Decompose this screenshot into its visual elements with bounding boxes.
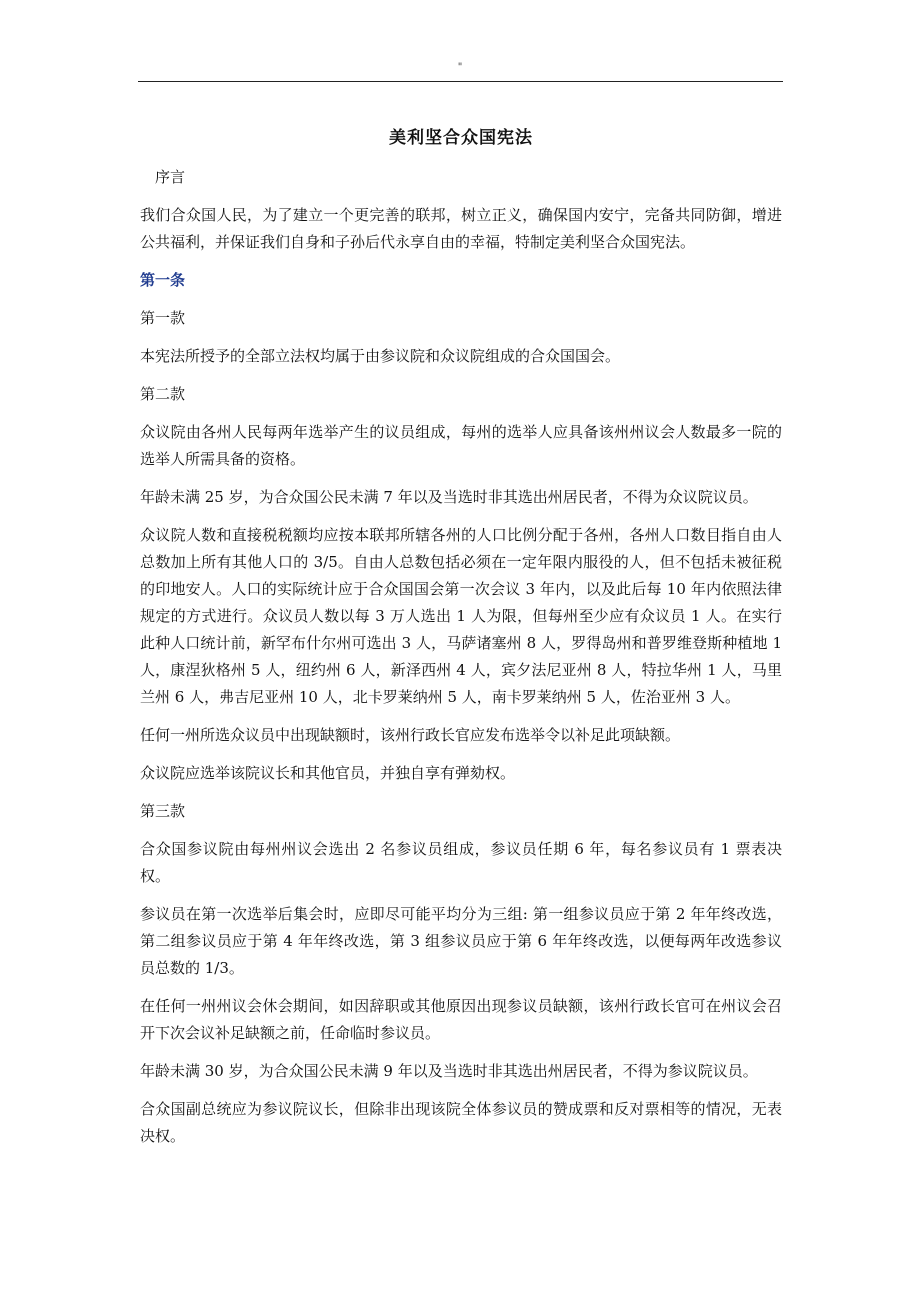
section-3-paragraph: 参议员在第一次选举后集会时，应即尽可能平均分为三组: 第一组参议员应于第 2 年年终改选，第二组参议员应于第 4 年年终改选，第 3 组参议员应于第 6 年年终改选，以便每两年改选参议员总数的 1/3。 (140, 905, 782, 977)
section-2-paragraph: 众议院由各州人民每两年选举产生的议员组成，每州的选举人应具备该州州议会人数最多一院的选举人所需具备的资格。 (140, 423, 782, 468)
section-2-paragraph: 任何一州所选众议员中出现缺额时，该州行政长官应发布选举令以补足此项缺额。 (140, 726, 681, 744)
document-body (140, 124, 782, 1161)
section-2-paragraph: 众议院人数和直接税税额均应按本联邦所辖各州的人口比例分配于各州，各州人口数目指自由人总数加上所有其他人口的 3/5。自由人总数包括必须在一定年限内服役的人，但不包括未被征税的印地安人。人口的实际统计应于合众国国会第一次会议 3 年内，以及此后每 10 年内依照法律规定的方式进行。众议员人数以每 3 万人选出 1 人为限，但每州至少应有众议员 1 人。在实行此种人口统计前，新罕布什尔州可选出 3 人，马萨诸塞州 8 人，罗得岛州和普罗维登斯种植地 1 人，康涅狄格州 5 人，纽约州 6 人，新泽西州 4 人，宾夕法尼亚州 8 人，特拉华州 1 人，马里兰州 6 人，弗吉尼亚州 10 人，北卡罗莱纳州 5 人，南卡罗莱纳州 5 人，佐治亚州 3 人。 (140, 526, 782, 706)
preamble-paragraph: 我们合众国人民，为了建立一个更完善的联邦，树立正义，确保国内安宁，完备共同防御，增进公共福利，并保证我们自身和子孙后代永享自由的幸福，特制定美利坚合众国宪法。 (140, 206, 782, 251)
document-title: 美利坚合众国宪法 (389, 128, 533, 148)
section-1-label: 第一款 (140, 309, 186, 327)
section-1-paragraph: 本宪法所授予的全部立法权均属于由参议院和众议院组成的合众国国会。 (140, 347, 621, 365)
section-3-paragraph: 在任何一州州议会休会期间，如因辞职或其他原因出现参议员缺额，该州行政长官可在州议会召开下次会议补足缺额之前，任命临时参议员。 (140, 997, 782, 1042)
section-3-paragraph: 合众国参议院由每州州议会选出 2 名参议员组成，参议员任期 6 年，每名参议员有 1 票表决权。 (140, 840, 782, 885)
article-1-heading: 第一条 (140, 271, 186, 289)
preface-label: 序言 (155, 168, 186, 186)
section-3-paragraph: 年龄未满 30 岁，为合众国公民未满 9 年以及当选时非其选出州居民者，不得为参议院议员。 (140, 1062, 758, 1080)
section-3-label: 第三款 (140, 802, 186, 820)
section-3-paragraph: 合众国副总统应为参议院议长，但除非出现该院全体参议员的赞成票和反对票相等的情况，无表决权。 (140, 1100, 782, 1145)
section-2-paragraph: 年龄未满 25 岁，为合众国公民未满 7 年以及当选时非其选出州居民者，不得为众议院议员。 (140, 488, 758, 506)
header-mark: " (457, 62, 463, 73)
section-2-label: 第二款 (140, 385, 186, 403)
header-rule (138, 81, 783, 82)
section-2-paragraph: 众议院应选举该院议长和其他官员，并独自享有弹劾权。 (140, 764, 516, 782)
